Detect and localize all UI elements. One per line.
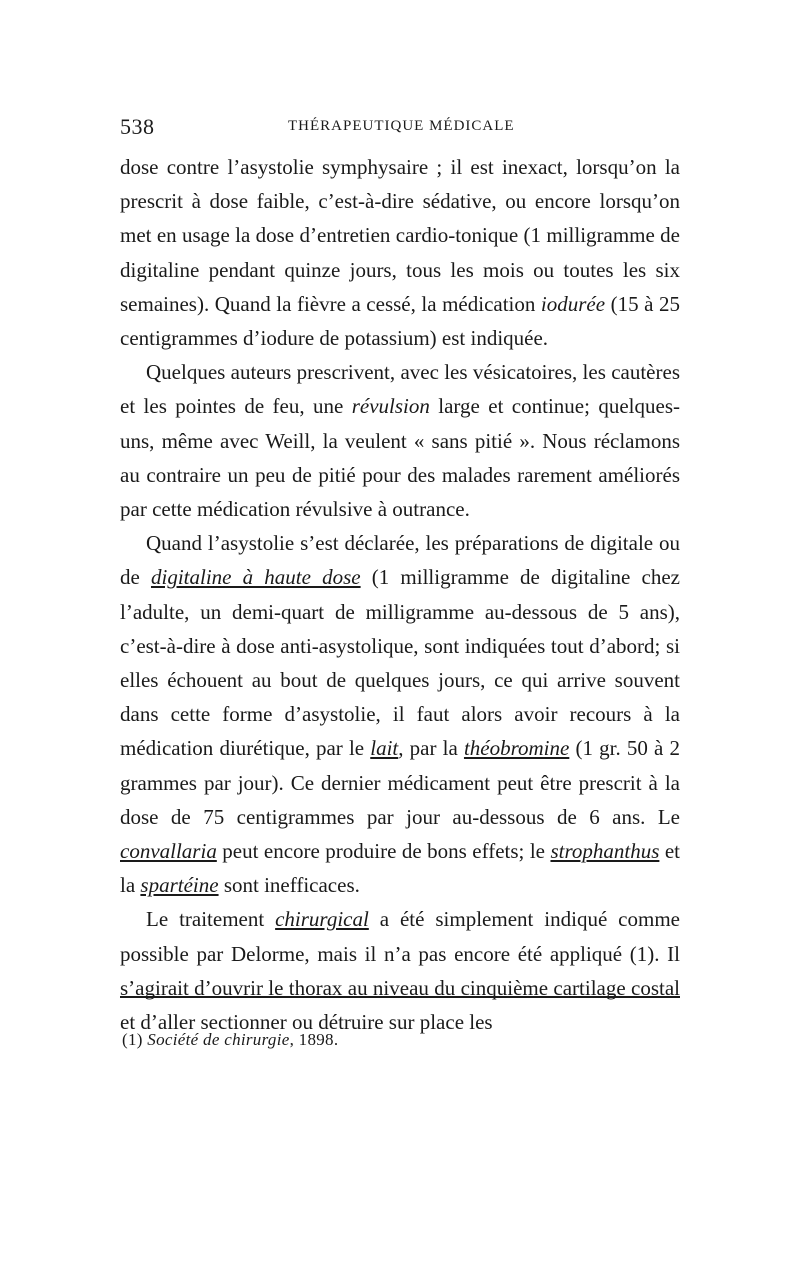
footnote-marker: (1) xyxy=(122,1030,143,1049)
text-run: , par la xyxy=(398,736,464,761)
text-run: et la xyxy=(120,839,681,898)
text-run: Le traitement xyxy=(146,907,276,932)
paragraph xyxy=(120,355,680,526)
emphasized-term: spartéine xyxy=(140,873,219,898)
text-run: peut encore produire de bons effets; le xyxy=(216,839,551,864)
paragraph xyxy=(120,526,680,902)
emphasized-term: strophanthus xyxy=(550,839,660,864)
footnote-divider xyxy=(120,996,680,998)
footnote-source: Société de chirurgie xyxy=(147,1030,290,1049)
paragraph xyxy=(120,150,680,355)
text-run: (1 gr. 50 à 2 grammes par jour). Ce dernier médicament peut être prescrit à la dose de 75 centigrammes par jour au-dessous de 6 ans. Le xyxy=(120,736,680,829)
emphasized-term: digitaline à haute dose xyxy=(150,565,361,590)
text-run: sont inefficaces. xyxy=(218,873,360,898)
emphasized-term: chirurgical xyxy=(275,907,369,932)
text-run: dose contre l’asystolie symphysaire ; il est inexact, lorsqu’on la prescrit à dose faible, c’est-à-dire sédative, ou encore lorsqu’on met en usage la dose d’entretien cardio-tonique (1 milligramme de digitaline pendant quinze jours, tous les mois ou toutes les six semaines). Quand la fièvre a cessé, la médication xyxy=(120,155,680,316)
running-title: THÉRAPEUTIQUE MÉDICALE xyxy=(288,118,515,134)
text-run: (1 milligramme de digitaline chez l’adulte, un demi-quart de milligramme au-dessous de 5 ans), c’est-à-dire à dose anti-asystolique, sont indiquées tout d’abord; si elles échouent au bout de quelques jours, ce qui arrive souvent dans cette forme d’asystolie, il faut alors avoir recours à la médication diurétique, par le xyxy=(120,565,680,761)
emphasized-term: révulsion xyxy=(351,394,430,419)
emphasized-term: lait xyxy=(370,736,399,761)
footnote-year: , 1898. xyxy=(289,1030,339,1049)
emphasized-term: théobromine xyxy=(463,736,570,761)
emphasized-term: convallaria xyxy=(120,839,217,864)
text-run: Quelques auteurs prescrivent, avec les vésicatoires, les cautères et les pointes de feu, une xyxy=(120,360,680,419)
paragraph xyxy=(120,902,680,1039)
text-run: Quand l’asystolie s’est déclarée, les préparations de digitale ou de xyxy=(120,531,680,590)
text-run: large et continue; quelques-uns, même avec Weill, la veulent « sans pitié ». Nous réclamons au contraire un peu de pitié pour des malades rarement améliorés par cette médication révulsive à outrance. xyxy=(120,394,680,522)
footnote xyxy=(122,1030,338,1050)
text-run: (15 à 25 centigrammes d’iodure de potassium) est indiquée. xyxy=(120,291,680,351)
body-text xyxy=(120,150,680,1039)
emphasized-term: iodurée xyxy=(540,291,606,316)
text-run: a été simplement indiqué comme possible par Delorme, mais il n’a pas encore été appliqué (1). Il s’agirait d’ouvrir le thorax au niveau du cinquième cartilage costal et d’aller sectionner ou détruire sur place les xyxy=(120,907,680,1035)
page-number: 538 xyxy=(120,114,155,139)
